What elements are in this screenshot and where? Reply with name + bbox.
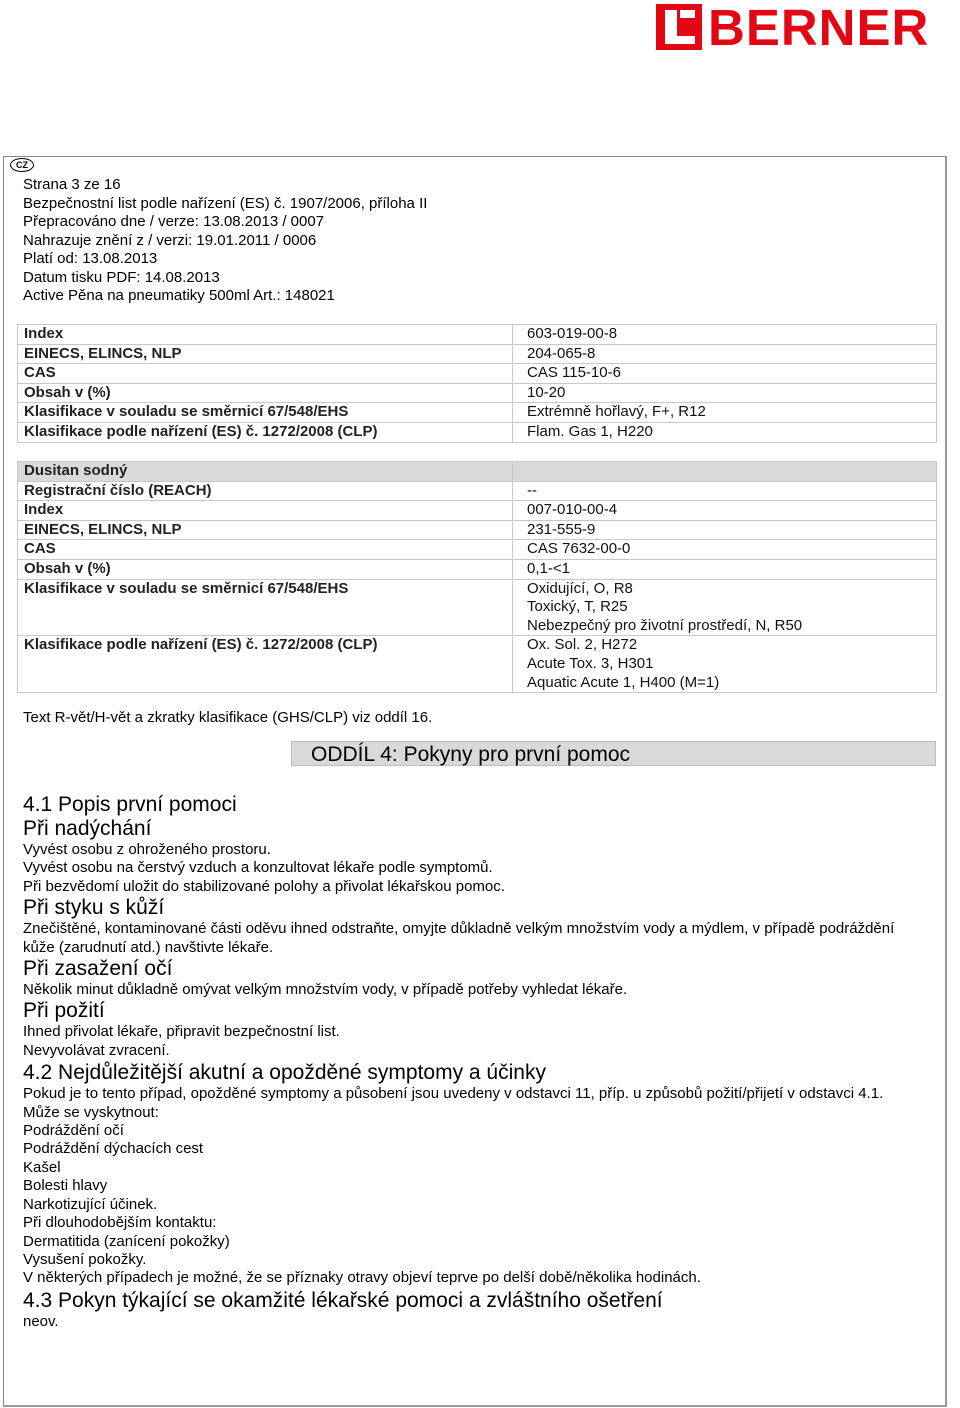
row-value-line: Aquatic Acute 1, H400 (M=1) xyxy=(527,673,720,691)
table-row xyxy=(18,540,937,560)
table-row xyxy=(18,520,937,540)
paragraph: Dermatitida (zanícení pokožky) xyxy=(23,1232,230,1250)
row-label: Obsah v (%) xyxy=(18,383,513,403)
subsection-heading: 4.3 Pokyn týkající se okamžité lékařské pomoci a zvláštního ošetření xyxy=(23,1288,663,1312)
paragraph: Vyvést osobu z ohroženého prostoru. xyxy=(23,841,271,858)
classification-note: Text R-vět/H-vět a zkratky klasifikace (GHS/CLP) viz oddíl 16. xyxy=(23,709,433,726)
table-row xyxy=(18,325,937,345)
row-label: EINECS, ELINCS, NLP xyxy=(18,344,513,364)
subsection-heading: 4.1 Popis první pomoci xyxy=(23,793,237,816)
document-header xyxy=(23,176,427,306)
table-row xyxy=(18,344,937,364)
substance-name: Dusitan sodný xyxy=(18,462,513,482)
header-line: Active Pěna na pneumatiky 500ml Art.: 148021 xyxy=(23,287,335,304)
paragraph: Při dlouhodobějším kontaktu: xyxy=(23,1214,217,1232)
subheading: Při nadýchání xyxy=(23,817,152,840)
paragraph: Pokud je to tento případ, opožděné symptomy a působení jsou uvedeny v odstavci 11, příp. u způsobů požití/přijetí v odstavci 4.1. xyxy=(23,1085,884,1103)
row-value xyxy=(513,636,937,693)
row-value-line: Nebezpečný pro životní prostředí, N, R50 xyxy=(527,616,803,634)
row-value xyxy=(513,501,937,521)
row-value xyxy=(513,364,937,384)
row-label: Index xyxy=(18,325,513,345)
table-row xyxy=(18,559,937,579)
section-heading: ODDÍL 4: Pokyny pro první pomoc xyxy=(291,741,936,766)
subheading: Při požití xyxy=(23,999,105,1023)
row-value-line: Acute Tox. 3, H301 xyxy=(527,654,654,672)
row-value-line: 231-555-9 xyxy=(527,520,596,538)
row-value xyxy=(513,579,937,636)
table-row xyxy=(18,481,937,501)
row-value xyxy=(513,383,937,403)
substance-table-1 xyxy=(17,324,937,443)
paragraph: Vysušení pokožky. xyxy=(23,1250,147,1268)
row-label: Registrační číslo (REACH) xyxy=(18,481,513,501)
country-badge: CZ xyxy=(10,158,34,172)
paragraph: Při bezvědomí uložit do stabilizované polohy a přivolat lékařskou pomoc. xyxy=(23,877,505,895)
paragraph: Narkotizující účinek. xyxy=(23,1195,158,1213)
table-row xyxy=(18,403,937,423)
row-label: Klasifikace v souladu se směrnicí 67/548/EHS xyxy=(18,403,513,423)
table-row xyxy=(18,383,937,403)
table-row xyxy=(18,422,937,442)
row-value xyxy=(513,481,937,501)
row-value-line: 603-019-00-8 xyxy=(527,325,618,342)
berner-logo xyxy=(656,0,956,56)
subheading: Při zasažení očí xyxy=(23,957,173,981)
row-value-line: 10-20 xyxy=(527,383,566,401)
table-title-value xyxy=(513,462,937,482)
header-line: Přepracováno dne / verze: 13.08.2013 / 0007 xyxy=(23,213,325,230)
row-value xyxy=(513,422,937,442)
table-row xyxy=(18,636,937,693)
header-line: Bezpečnostní list podle nařízení (ES) č. 1907/2006, příloha II xyxy=(23,194,428,212)
header-line: Datum tisku PDF: 14.08.2013 xyxy=(23,268,220,286)
paragraph: Vyvést osobu na čerstvý vzduch a konzultovat lékaře podle symptomů. xyxy=(23,859,493,877)
row-value-line: CAS 7632-00-0 xyxy=(527,540,631,558)
row-label: CAS xyxy=(18,540,513,560)
row-label: EINECS, ELINCS, NLP xyxy=(18,520,513,540)
berner-logo-mark xyxy=(656,4,702,50)
row-label: Klasifikace podle nařízení (ES) č. 1272/2008 (CLP) xyxy=(18,636,513,693)
row-label: Index xyxy=(18,501,513,521)
table-row xyxy=(18,364,937,384)
paragraph: Podráždění očí xyxy=(23,1122,124,1140)
row-label: CAS xyxy=(18,364,513,384)
header-line: Platí od: 13.08.2013 xyxy=(23,250,158,267)
row-value-line: Extrémně hořlavý, F+, R12 xyxy=(527,403,706,421)
header-line: Strana 3 ze 16 xyxy=(23,176,121,193)
row-value-line: 007-010-00-4 xyxy=(527,501,618,519)
paragraph: Může se vyskytnout: xyxy=(23,1103,159,1121)
row-value-line: Oxidující, O, R8 xyxy=(527,579,633,597)
row-value xyxy=(513,559,937,579)
row-value-line: 204-065-8 xyxy=(527,344,596,362)
logo-wordmark: BERNER xyxy=(708,0,930,56)
paragraph: Několik minut důkladně omývat velkým množstvím vody, v případě potřeby vyhledat lékaře. xyxy=(23,981,628,999)
row-value xyxy=(513,344,937,364)
table-row xyxy=(18,579,937,636)
row-value-line: 0,1-<1 xyxy=(527,559,570,577)
paragraph: Ihned přivolat lékaře, připravit bezpečnostní list. xyxy=(23,1023,340,1041)
row-value xyxy=(513,520,937,540)
paragraph: Podráždění dýchacích cest xyxy=(23,1140,204,1158)
row-value-line: Flam. Gas 1, H220 xyxy=(527,422,653,440)
row-value xyxy=(513,403,937,423)
row-label: Klasifikace v souladu se směrnicí 67/548/EHS xyxy=(18,579,513,636)
paragraph: V některých případech je možné, že se příznaky otravy objeví teprve po delší době/několika hodinách. xyxy=(23,1269,701,1287)
row-label: Klasifikace podle nařízení (ES) č. 1272/2008 (CLP) xyxy=(18,422,513,442)
paragraph: Nevyvolávat zvracení. xyxy=(23,1041,170,1059)
row-value xyxy=(513,540,937,560)
first-aid-content xyxy=(23,792,923,1331)
subsection-heading: 4.2 Nejdůležitější akutní a opožděné symptomy a účinky xyxy=(23,1061,546,1085)
paragraph: Znečištěné, kontaminované části oděvu ihned odstraňte, omyjte důkladně velkým množstvím vody a mýdlem, v případě podráždění kůže (zarudnutí atd.) navštivte lékaře. xyxy=(23,920,895,956)
table-row xyxy=(18,501,937,521)
header-line: Nahrazuje znění z / verzi: 19.01.2011 / 0006 xyxy=(23,231,317,249)
substance-table-2 xyxy=(17,461,937,693)
row-label: Obsah v (%) xyxy=(18,559,513,579)
row-value-line: Ox. Sol. 2, H272 xyxy=(527,636,638,654)
row-value xyxy=(513,325,937,345)
paragraph: Bolesti hlavy xyxy=(23,1177,108,1195)
subheading: Při styku s kůží xyxy=(23,896,165,920)
table-title-row xyxy=(18,462,937,482)
row-value-line: -- xyxy=(527,481,537,499)
paragraph: Kašel xyxy=(23,1158,61,1176)
row-value-line: Toxický, T, R25 xyxy=(527,598,628,616)
row-value-line: CAS 115-10-6 xyxy=(527,364,621,382)
paragraph: neov. xyxy=(23,1312,59,1330)
